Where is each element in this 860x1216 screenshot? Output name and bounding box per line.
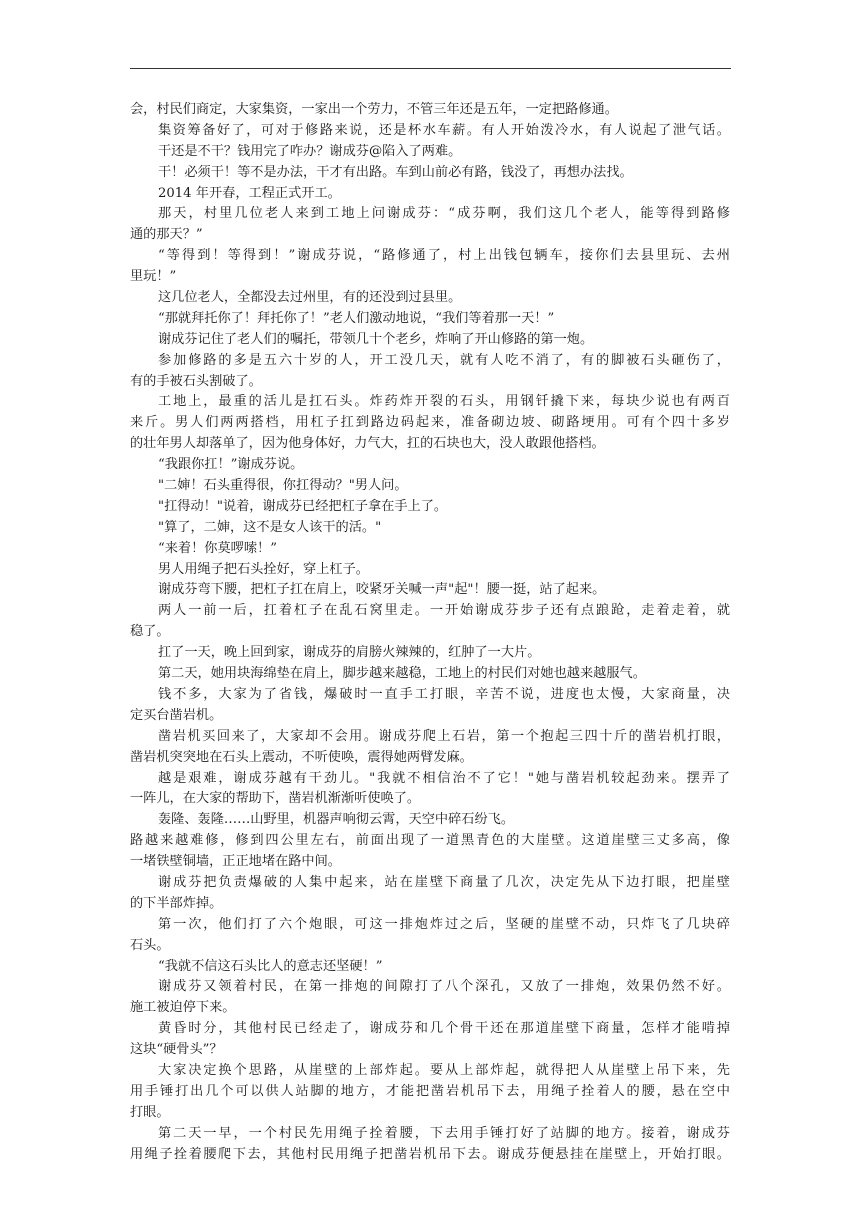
text-line: 男人用绳子把石头拴好，穿上杠子。 (158, 561, 369, 577)
text-line: 有的手被石头割破了。 (130, 373, 262, 389)
article-body (130, 100, 730, 1165)
text-line: 稳了。 (130, 624, 170, 640)
text-line: 工地上，最重的活儿是扛石头。炸药炸开裂的石头，用钢钎撬下来，每块少说也有两百 (158, 394, 730, 410)
text-line: 凿岩机突突地在石头上震动，不听使唤，震得她两臂发麻。 (130, 749, 473, 765)
text-line: 这块“硬骨头”？ (130, 1042, 223, 1058)
text-line: 谢成芬弯下腰，把杠子扛在肩上，咬紧牙关喊一声"起"！腰一挺，站了起来。 (158, 582, 606, 598)
text-line: 凿岩机买回来了，大家却不会用。谢成芬爬上石岩，第一个抱起三四十斤的凿岩机打眼， (158, 728, 730, 744)
text-line: 大家决定换个思路，从崖壁的上部炸起。要从上部炸起，就得把人从崖壁上吊下来，先 (158, 1062, 730, 1078)
text-line: 参加修路的多是五六十岁的人，开工没几天，就有人吃不消了，有的脚被石头砸伤了， (158, 352, 730, 368)
text-line: 石头。 (130, 937, 170, 953)
text-line: 那天，村里几位老人来到工地上问谢成芬：“成芬啊，我们这几个老人，能等得到路修 (158, 206, 730, 222)
text-line: 施工被迫停下来。 (130, 1000, 236, 1016)
text-line: 一阵儿，在大家的帮助下，凿岩机渐渐听使唤了。 (130, 791, 421, 807)
text-line: 一堵铁壁铜墙，正正地堵在路中间。 (130, 854, 341, 870)
text-line: 用绳子拴着腰爬下去，其他村民用绳子把凿岩机吊下去。谢成芬便悬挂在崖壁上，开始打眼。 (130, 1146, 730, 1162)
text-line: 越是艰难，谢成芬越有干劲儿。"我就不相信治不了它！"她与凿岩机较起劲来。摆弄了 (158, 770, 730, 786)
text-line: 第一次，他们打了六个炮眼，可这一排炮炸过之后，坚硬的崖壁不动，只炸飞了几块碎 (158, 916, 730, 932)
text-line: 会，村民们商定，大家集资，一家出一个劳力，不管三年还是五年，一定把路修通。 (130, 102, 618, 117)
text-line: “那就拜托你了！拜托你了！”老人们激动地说，“我们等着那一天！” (158, 310, 555, 326)
text-line: 第二天一早，一个村民先用绳子拴着腰，下去用手锤打好了站脚的地方。接着，谢成芬 (158, 1125, 730, 1141)
text-line: “我就不信这石头比人的意志还坚硬！” (158, 958, 383, 974)
text-line: "二婶！石头重得很，你扛得动？"男人问。 (158, 478, 408, 494)
text-line: 用手锤打出几个可以供人站脚的地方，才能把凿岩机吊下去，用绳子拴着人的腰，悬在空中 (130, 1083, 730, 1099)
text-line: “等得到！等得到！”谢成芬说，“路修通了，村上出钱包辆车，接你们去县里玩、去州 (158, 248, 730, 264)
text-line: 来斤。男人们两两搭档，用杠子扛到路边码起来，准备砌边坡、砌路埂用。可有个四十多岁 (130, 415, 730, 431)
text-line: 里玩！” (130, 269, 177, 285)
text-line: 谢成芬把负责爆破的人集中起来，站在崖壁下商量了几次，决定先从下边打眼，把崖壁 (158, 874, 730, 890)
text-line: 轰隆、轰隆……山野里，机器声响彻云霄，天空中碎石纷飞。 (158, 812, 515, 828)
text-line: 定买台凿岩机。 (130, 707, 223, 723)
text-line: 这几位老人，全都没去过州里，有的还没到过县里。 (158, 290, 462, 306)
text-line: 两人一前一后，扛着杠子在乱石窝里走。一开始谢成芬步子还有点踉跄，走着走着，就 (158, 603, 730, 619)
text-line: 谢成芬记住了老人们的嘱托，带领几十个老乡，炸响了开山修路的第一炮。 (158, 331, 594, 347)
text-line: "扛得动！"说着，谢成芬已经把杠子拿在手上了。 (158, 498, 448, 514)
text-line: 的下半部炸掉。 (130, 895, 223, 911)
text-line: 钱不多，大家为了省钱，爆破时一直手工打眼，辛苦不说，进度也太慢，大家商量，决 (158, 686, 730, 702)
text-line: 干还是不干？钱用完了咋办？谢成芬@陷入了两难。 (158, 143, 462, 159)
text-line: 谢成芬又领着村民，在第一排炮的间隙打了八个深孔，又放了一排炮，效果仍然不好。 (158, 979, 730, 995)
text-line: 第二天，她用块海绵垫在肩上，脚步越来越稳，工地上的村民们对她也越来越服气。 (158, 666, 646, 682)
text-line: 干！必须干！等不是办法，干才有出路。车到山前必有路，钱没了，再想办法找。 (158, 164, 633, 180)
text-line: 2014 年开春，工程正式开工。 (158, 185, 341, 201)
text-line: 集资筹备好了，可对于修路来说，还是杯水车薪。有人开始泼冷水，有人说起了泄气话。 (158, 122, 730, 138)
text-line: “我跟你扛！”谢成芬说。 (158, 457, 304, 473)
text-line: "算了，二婶，这不是女人该干的活。" (158, 519, 382, 535)
text-line: 路越来越难修，修到四公里左右，前面出现了一道黑青色的大崖壁。这道崖壁三丈多高，像 (130, 833, 730, 849)
text-line: 打眼。 (130, 1104, 170, 1120)
text-line: 的壮年男人却落单了，因为他身体好，力气大，扛的石块也大，没人敢跟他搭档。 (130, 436, 605, 452)
text-line: 黄昏时分，其他村民已经走了，谢成芬和几个骨干还在那道崖壁下商量，怎样才能啃掉 (158, 1021, 730, 1037)
text-line: 扛了一天，晚上回到家，谢成芬的肩膀火辣辣的，红肿了一大片。 (158, 645, 541, 661)
text-line: 通的那天？” (130, 227, 203, 243)
text-line: “来着！你莫啰嗦！” (158, 540, 277, 556)
header-rule (130, 68, 731, 69)
